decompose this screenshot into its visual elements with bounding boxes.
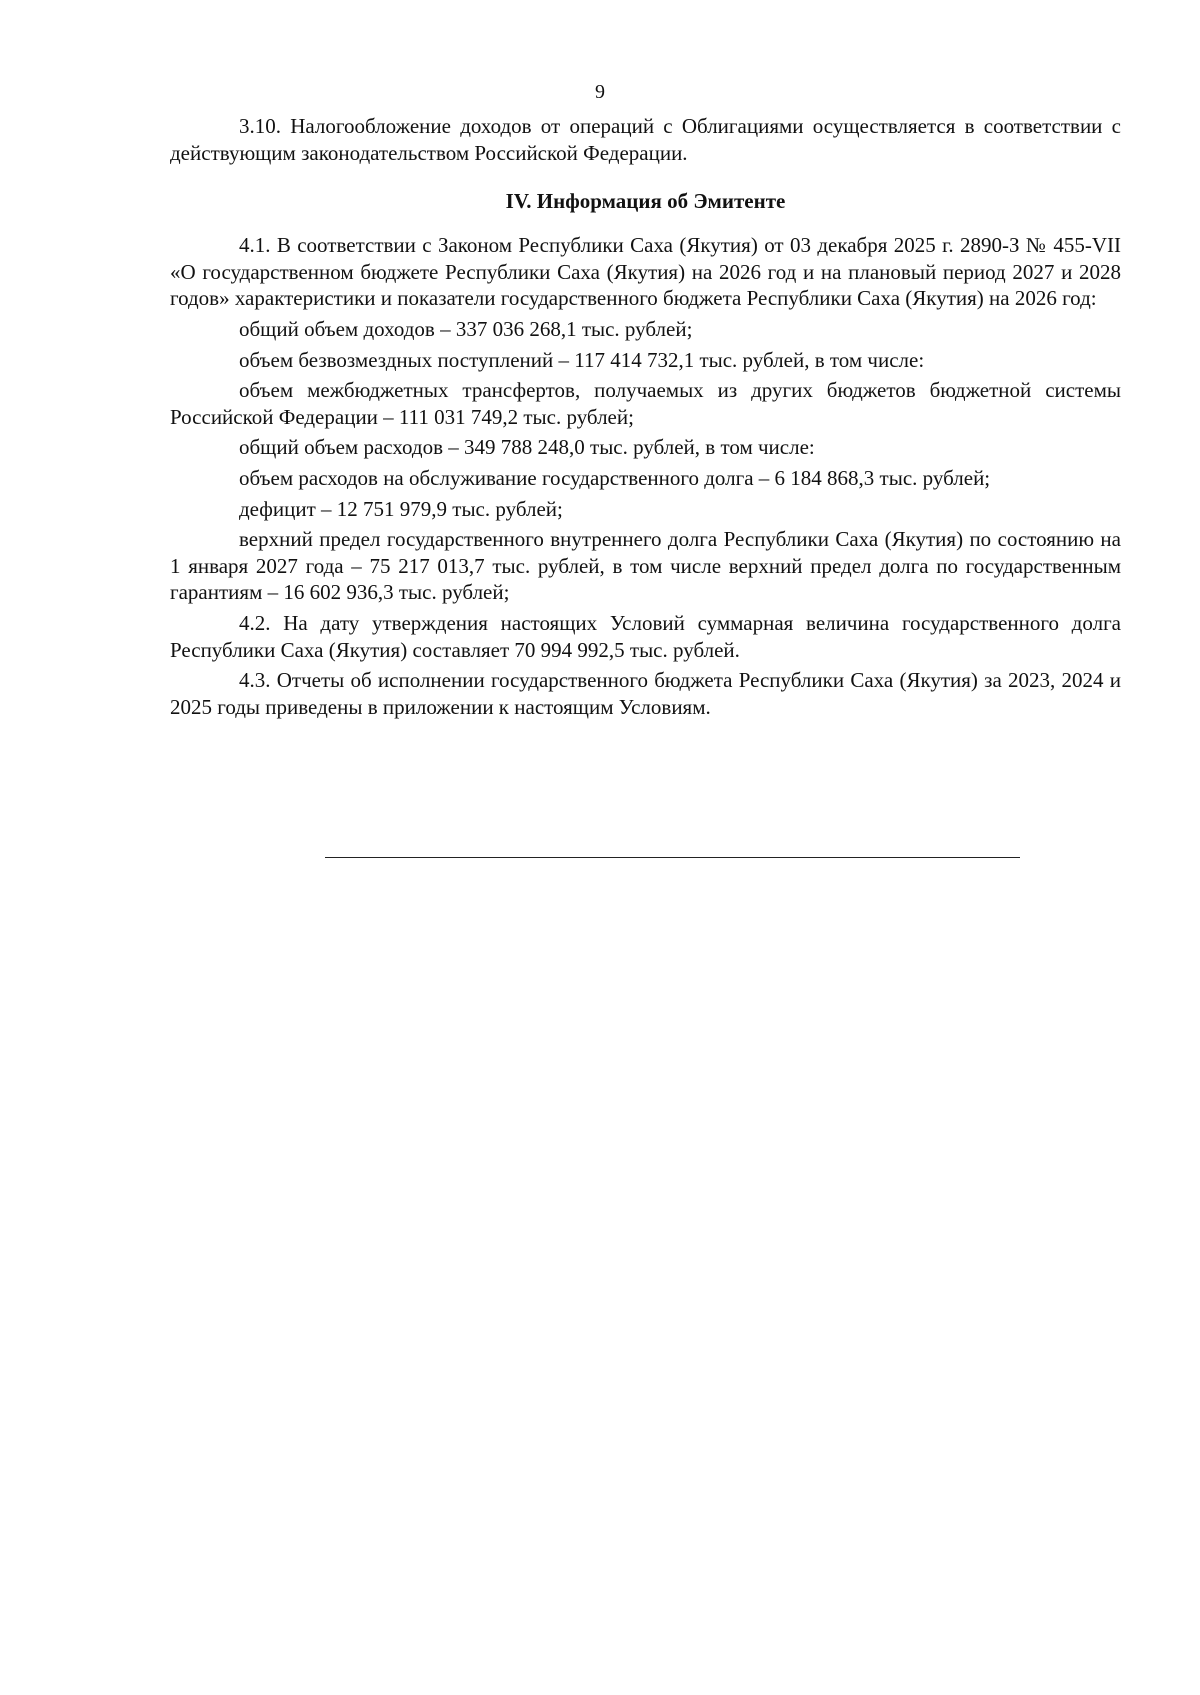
document-body [170, 113, 1121, 724]
budget-item-debt-service: объем расходов на обслуживание государственного долга – 6 184 868,3 тыс. рублей; [239, 465, 991, 490]
section-heading: IV. Информация об Эмитенте [505, 189, 786, 214]
budget-item-expenditure: общий объем расходов – 349 788 248,0 тыс. рублей, в том числе: [239, 435, 815, 460]
closing-divider [325, 857, 1020, 858]
paragraph-4-2: 4.2. На дату утверждения настоящих Условий суммарная величина государственного долга Республики Саха (Якутия) составляет 70 994 992,5 тыс. рублей. [170, 610, 1121, 662]
budget-item-interbudget-transfers: объем межбюджетных трансфертов, получаемых из других бюджетов бюджетной системы Российской Федерации – 111 031 749,2 тыс. рублей; [170, 378, 1121, 429]
paragraph-3-10: 3.10. Налогообложение доходов от операций с Облигациями осуществляется в соответствии с действующим законодательством Российской Федерации. [170, 114, 1121, 165]
paragraph-4-3: 4.3. Отчеты об исполнении государственного бюджета Республики Саха (Якутия) за 2023, 2024 и 2025 годы приведены в приложении к настоящим Условиям. [170, 668, 1121, 719]
budget-item-deficit: дефицит – 12 751 979,9 тыс. рублей; [239, 496, 563, 521]
page-number: 9 [595, 81, 605, 103]
budget-item-revenue: общий объем доходов – 337 036 268,1 тыс. рублей; [239, 316, 693, 341]
budget-item-gratuitous-receipts: объем безвозмездных поступлений – 117 414 732,1 тыс. рублей, в том числе: [239, 347, 925, 372]
budget-item-debt-limit: верхний предел государственного внутреннего долга Республики Саха (Якутия) по состоянию на 1 января 2027 года – 75 217 013,7 тыс. рублей, в том числе верхний предел долга по государственным гарантиям – 16 602 936,3 тыс. рублей; [170, 527, 1121, 605]
paragraph-4-1-intro: 4.1. В соответствии с Законом Республики Саха (Якутия) от 03 декабря 2025 г. 2890-З № 455-VII «О государственном бюджете Республики Саха (Якутия) на 2026 год и на плановый период 2027 и 2028 годов» характеристики и показатели государственного бюджета Республики Саха (Якутия) на 2026 год: [170, 233, 1121, 311]
